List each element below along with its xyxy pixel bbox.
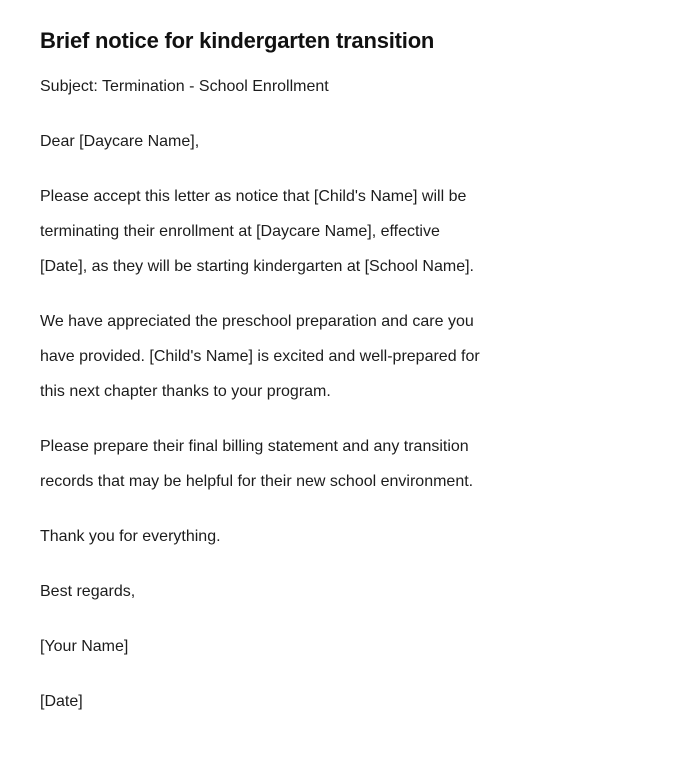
subject-line-text: Subject: Termination - School Enrollment: [40, 78, 329, 95]
paragraph-line: Please prepare their final billing statement and any transition: [40, 438, 469, 455]
paragraph-line: this next chapter thanks to your program.: [40, 383, 331, 400]
paragraph-line: [Date], as they will be starting kindergarten at [School Name].: [40, 258, 474, 275]
paragraph-line: have provided. [Child's Name] is excited and well-prepared for: [40, 348, 480, 365]
paragraph: [40, 179, 660, 284]
closing: [40, 574, 660, 609]
paragraph-line: We have appreciated the preschool preparation and care you: [40, 313, 474, 330]
closing-text: Best regards,: [40, 583, 136, 600]
paragraph-line: terminating their enrollment at [Daycare Name], effective: [40, 223, 440, 240]
date-placeholder: [40, 684, 660, 719]
signature-text: [Your Name]: [40, 638, 129, 655]
paragraph-line: records that may be helpful for their new school environment.: [40, 473, 474, 490]
salutation-text: Dear [Daycare Name],: [40, 133, 200, 150]
paragraph-line: Thank you for everything.: [40, 528, 221, 545]
document-title: Brief notice for kindergarten transition: [40, 28, 435, 53]
paragraph: [40, 519, 660, 554]
paragraph: [40, 304, 660, 409]
salutation: [40, 124, 660, 159]
date-text: [Date]: [40, 693, 83, 710]
paragraph: [40, 429, 660, 499]
signature-placeholder: [40, 629, 660, 664]
subject-line: [40, 69, 660, 104]
paragraph-line: Please accept this letter as notice that [Child's Name] will be: [40, 188, 467, 205]
